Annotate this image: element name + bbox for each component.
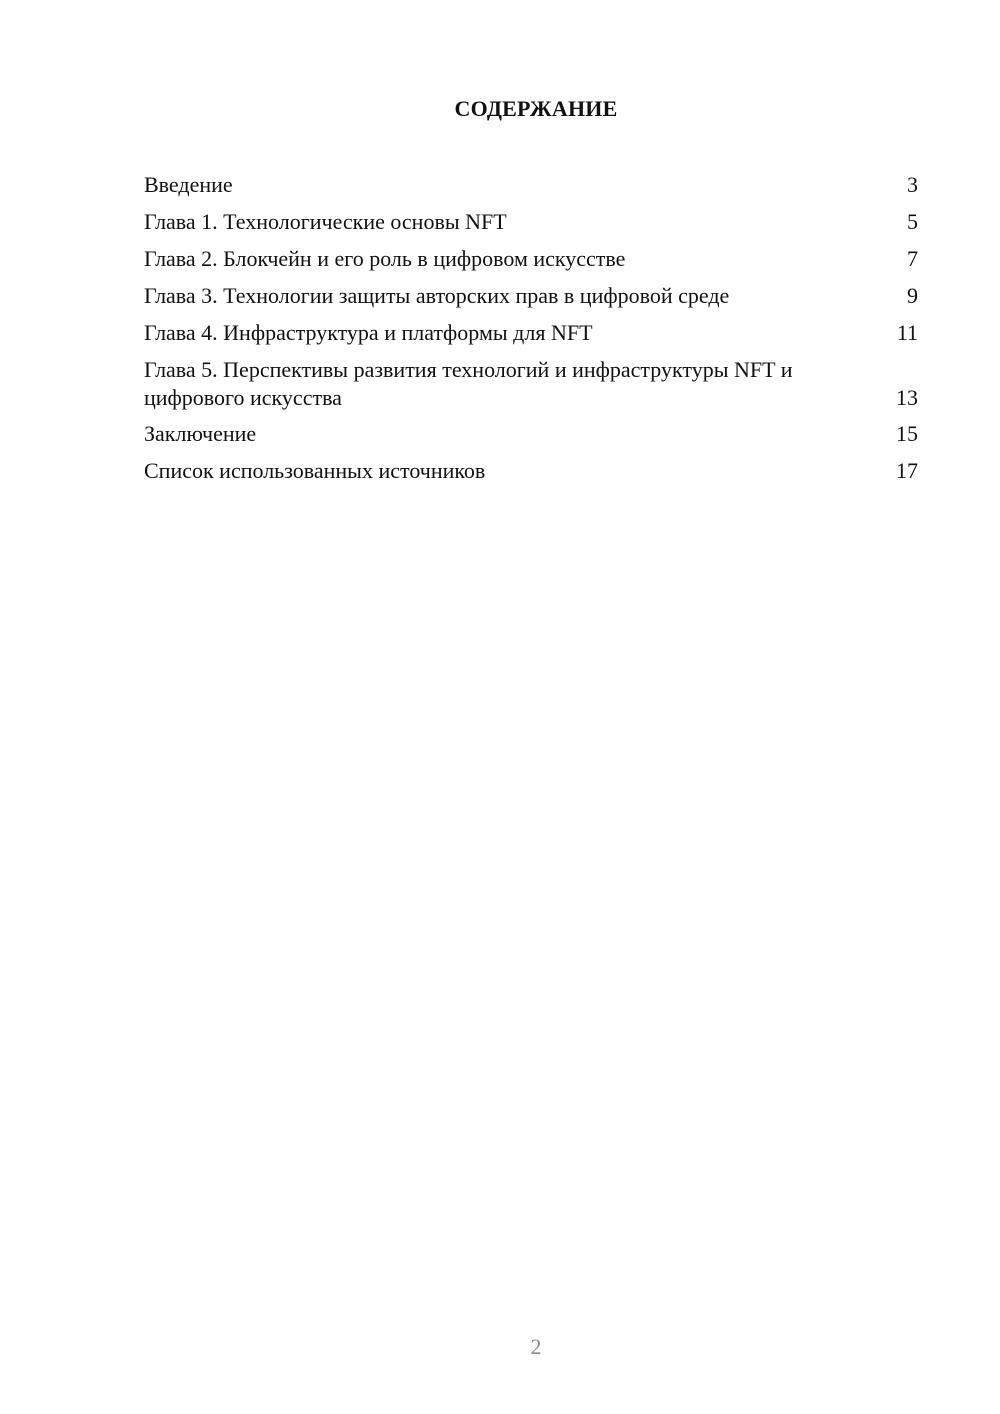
page-number: 2 [530, 1334, 542, 1359]
toc-entry-label: Глава 5. Перспективы развития технологий и инфраструктуры NFT и цифрового искусства [144, 357, 793, 410]
toc-entry-chapter-1 [144, 208, 918, 236]
toc-entry-page: 3 [907, 172, 918, 197]
toc-entry-page: 5 [907, 209, 918, 234]
toc-entry-page: 7 [907, 246, 918, 271]
toc-entry-page: 13 [896, 385, 918, 410]
toc-entry-page: 11 [896, 320, 918, 345]
toc-entry-label: Глава 2. Блокчейн и его роль в цифровом искусстве [144, 246, 626, 271]
toc-entry-page: 17 [896, 458, 918, 483]
toc-entry-label: Глава 3. Технологии защиты авторских прав в цифровой среде [144, 283, 730, 308]
toc-title: СОДЕРЖАНИЕ [454, 96, 618, 121]
toc-entry-chapter-4 [144, 319, 918, 347]
toc-entry-chapter-2 [144, 245, 918, 273]
toc-entry-label: Заключение [144, 421, 257, 446]
toc-entry-label: Глава 4. Инфраструктура и платформы для NFT [144, 320, 593, 345]
toc-entry-introduction [144, 171, 918, 199]
toc-entry-chapter-5 [144, 356, 918, 412]
toc-entry-label: Глава 1. Технологические основы NFT [144, 209, 507, 234]
toc-entry-page: 9 [907, 283, 918, 308]
toc-entry-label: Список использованных источников [144, 458, 486, 483]
table-of-contents [144, 171, 918, 494]
toc-entry-chapter-3 [144, 282, 918, 310]
toc-entry-references [144, 457, 918, 485]
toc-entry-conclusion [144, 420, 918, 448]
toc-entry-label: Введение [144, 172, 233, 197]
toc-entry-page: 15 [896, 421, 918, 446]
